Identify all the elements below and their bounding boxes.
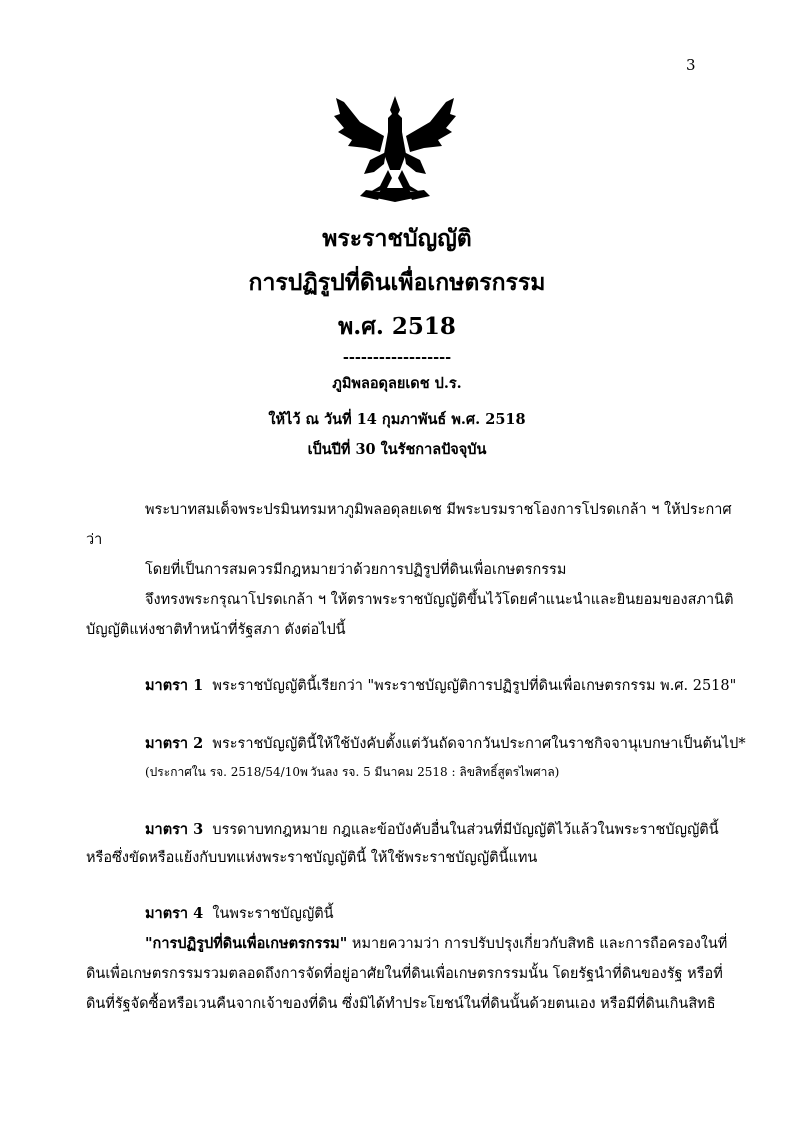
- preamble-p1-line1: พระบาทสมเด็จพระปรมินทรมหาภูมิพลอดุลยเดช มีพระบรมราชโองการโปรดเกล้า ฯ ให้ประกาศ: [145, 502, 732, 518]
- section-4: [145, 904, 334, 924]
- given-date: ให้ไว้ ณ วันที่ 14 กุมภาพันธ์ พ.ศ. 2518: [268, 411, 526, 428]
- section-4-def-line1: หมายความว่า การปรับปรุงเกี่ยวกับสิทธิ และการถือครองในที่: [347, 936, 728, 952]
- title-line-3: พ.ศ. 2518: [338, 313, 456, 340]
- section-4-term: "การปฏิรูปที่ดินเพื่อเกษตรกรรม": [145, 935, 348, 952]
- section-3-text-line1: บรรดาบทกฎหมาย กฎและข้อบังคับอื่นในส่วนที่มีบัญญัติไว้แล้วในพระราชบัญญัตินี้: [212, 822, 719, 838]
- title-line-1: พระราชบัญญัติ: [322, 225, 472, 252]
- section-2-text: พระราชบัญญัตินี้ให้ใช้บังคับตั้งแต่วันถัดจากวันประกาศในราชกิจจานุเบกษาเป็นต้นไป*: [212, 736, 746, 752]
- section-4-text: ในพระราชบัญญัตินี้: [212, 906, 334, 922]
- title-separator: ------------------: [342, 349, 452, 366]
- section-1: [145, 676, 736, 696]
- section-4-label: มาตรา 4: [145, 905, 204, 922]
- preamble-p3-line2: บัญญัติแห่งชาติทำหน้าที่รัฐสภา ดังต่อไปนี้: [86, 622, 346, 638]
- garuda-emblem-icon: [330, 92, 460, 204]
- section-2-note-a: (ประกาศใน รจ. 2518/54/10พ: [145, 765, 308, 779]
- preamble-p2: โดยที่เป็นการสมควรมีกฎหมายว่าด้วยการปฏิรูปที่ดินเพื่อเกษตรกรรม: [145, 562, 567, 578]
- section-1-text: พระราชบัญญัตินี้เรียกว่า "พระราชบัญญัติการปฏิรูปที่ดินเพื่อเกษตรกรรม พ.ศ. 2518": [212, 678, 737, 694]
- section-3: [145, 820, 719, 840]
- section-4-def-line3: ดินที่รัฐจัดซื้อหรือเวนคืนจากเจ้าของที่ดิน ซึ่งมิได้ทำประโยชน์ในที่ดินนั้นด้วยตนเอง หรือมีที่ดินเกินสิทธิ: [86, 996, 716, 1012]
- section-3-text-line2: หรือซึ่งขัดหรือแย้งกับบทแห่งพระราชบัญญัตินี้ ให้ใช้พระราชบัญญัตินี้แทน: [86, 850, 538, 866]
- page-number: 3: [686, 56, 696, 74]
- section-2-label: มาตรา 2: [145, 735, 204, 752]
- section-1-label: มาตรา 1: [145, 677, 204, 694]
- signer: ภูมิพลอดุลยเดช ป.ร.: [332, 375, 462, 392]
- section-2: [145, 734, 746, 754]
- preamble-p1-line2: ว่า: [86, 532, 103, 548]
- preamble-p3-line1: จึงทรงพระกรุณาโปรดเกล้า ฯ ให้ตราพระราชบัญญัติขึ้นไว้โดยคำแนะนำและยินยอมของสภานิติ: [145, 592, 734, 608]
- section-4-def-line2: ดินเพื่อเกษตรกรรมรวมตลอดถึงการจัดที่อยู่อาศัยในที่ดินเพื่อเกษตรกรรมนั้น โดยรัฐนำที่ดินของรัฐ หรือที่: [86, 966, 723, 982]
- section-2-note-b: วันลง รจ. 5 มีนาคม 2518 : ลิขสิทธิ์สูตรไพศาล): [310, 765, 560, 779]
- title-line-2: การปฏิรูปที่ดินเพื่อเกษตรกรรม: [248, 269, 546, 296]
- section-4-definition-line1: [145, 934, 727, 954]
- reign-year: เป็นปีที่ 30 ในรัชกาลปัจจุบัน: [307, 441, 487, 458]
- section-3-label: มาตรา 3: [145, 821, 204, 838]
